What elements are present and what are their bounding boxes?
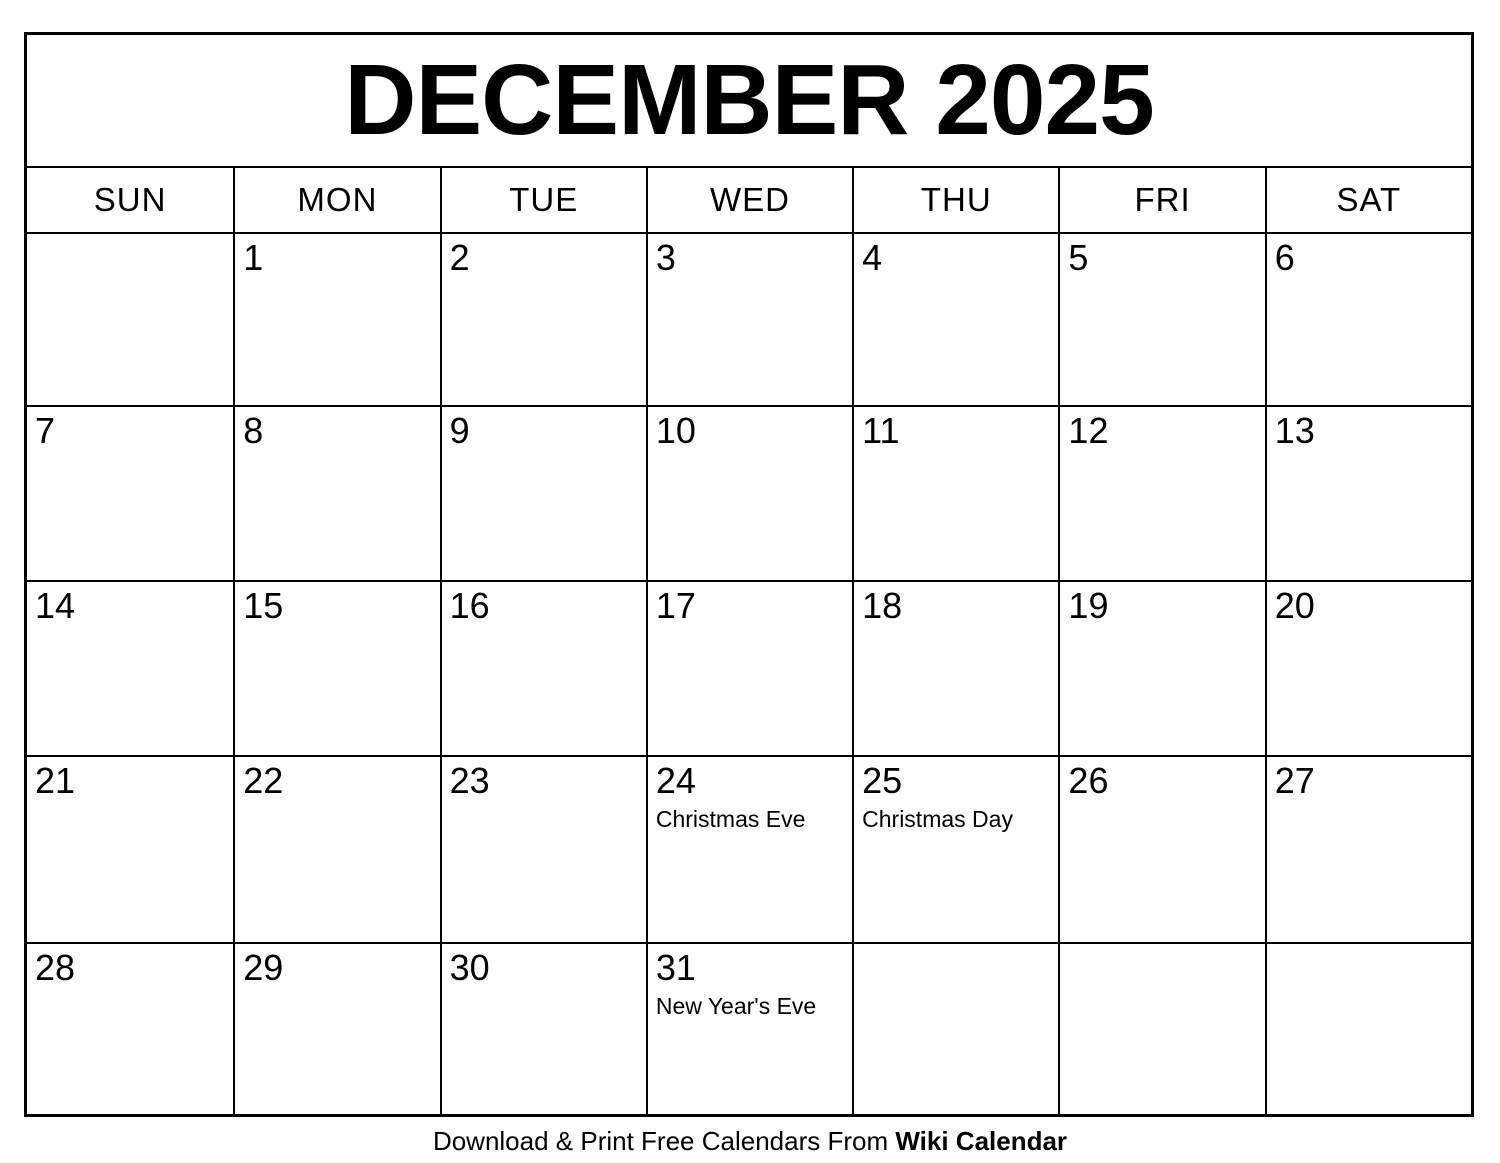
weekday-header-thu: THU [852, 166, 1058, 232]
calendar-cell [852, 405, 1058, 580]
day-number: 12 [1068, 410, 1109, 451]
day-number: 18 [862, 585, 903, 626]
calendar-cell [440, 405, 646, 580]
weekday-header-mon: MON [233, 166, 439, 232]
calendar-cell [440, 232, 646, 405]
day-number: 13 [1274, 410, 1315, 451]
calendar-cell [27, 942, 233, 1114]
day-number: 30 [449, 947, 490, 988]
weekday-header-wed: WED [646, 166, 852, 232]
calendar-cell [646, 405, 852, 580]
calendar-cell [852, 942, 1058, 1114]
calendar-cell [233, 755, 439, 942]
day-number: 17 [655, 585, 696, 626]
day-number: 7 [35, 410, 56, 451]
day-number: 4 [862, 237, 883, 278]
calendar-cell [1265, 755, 1471, 942]
day-number: 21 [35, 760, 76, 801]
calendar-cell [646, 755, 852, 942]
calendar-cell [1058, 942, 1264, 1114]
calendar-cell [233, 405, 439, 580]
day-number: 26 [1068, 760, 1109, 801]
calendar-cell [852, 755, 1058, 942]
day-number: 31 [655, 947, 696, 988]
calendar-cell [646, 580, 852, 755]
day-number: 2 [449, 237, 470, 278]
weekday-header-sun: SUN [27, 166, 233, 232]
calendar-cell [1058, 232, 1264, 405]
footer-credit [0, 1125, 1500, 1157]
calendar-cell [233, 232, 439, 405]
calendar-cell [1058, 405, 1264, 580]
day-number: 27 [1274, 760, 1315, 801]
calendar-cell [27, 580, 233, 755]
day-number: 28 [35, 947, 76, 988]
weekday-header-tue: TUE [440, 166, 646, 232]
calendar-cell [1265, 942, 1471, 1114]
day-number: 15 [243, 585, 284, 626]
calendar-cell [1265, 580, 1471, 755]
day-number: 23 [449, 760, 490, 801]
calendar-cell [27, 405, 233, 580]
day-number: 5 [1068, 237, 1089, 278]
title-bar [27, 35, 1471, 166]
calendar-cell [646, 942, 852, 1114]
day-number: 19 [1068, 585, 1109, 626]
day-number: 16 [449, 585, 490, 626]
calendar-title: DECEMBER 2025 [344, 44, 1154, 156]
calendar-cell [1265, 405, 1471, 580]
calendar-cell [27, 232, 233, 405]
day-number: 25 [862, 760, 903, 801]
calendar-cell [233, 580, 439, 755]
calendar-cell [852, 580, 1058, 755]
weekday-header-fri: FRI [1058, 166, 1264, 232]
calendar-cell [233, 942, 439, 1114]
calendar-cell [1058, 755, 1264, 942]
calendar-cell [27, 755, 233, 942]
footer-brand-link[interactable]: Wiki Calendar [895, 1126, 1068, 1156]
day-number: 3 [655, 237, 676, 278]
event-label: New Year's Eve [655, 993, 817, 1019]
calendar-cell [646, 232, 852, 405]
calendar-cell [440, 755, 646, 942]
day-number: 9 [449, 410, 470, 451]
calendar-cell [1265, 232, 1471, 405]
calendar-cell [440, 580, 646, 755]
event-label: Christmas Eve [655, 806, 806, 832]
footer-text: Download & Print Free Calendars From [432, 1126, 896, 1156]
calendar-cell [440, 942, 646, 1114]
day-number: 10 [655, 410, 696, 451]
calendar-cell [1058, 580, 1264, 755]
calendar-table [24, 32, 1474, 1117]
day-number: 1 [243, 237, 264, 278]
day-number: 29 [243, 947, 284, 988]
weekday-header-sat: SAT [1265, 166, 1471, 232]
day-number: 20 [1274, 585, 1315, 626]
day-number: 22 [243, 760, 284, 801]
day-number: 24 [655, 760, 696, 801]
day-number: 6 [1274, 237, 1295, 278]
day-number: 8 [243, 410, 264, 451]
calendar-cell [852, 232, 1058, 405]
day-number: 14 [35, 585, 76, 626]
event-label: Christmas Day [862, 806, 1013, 832]
day-number: 11 [862, 410, 900, 451]
